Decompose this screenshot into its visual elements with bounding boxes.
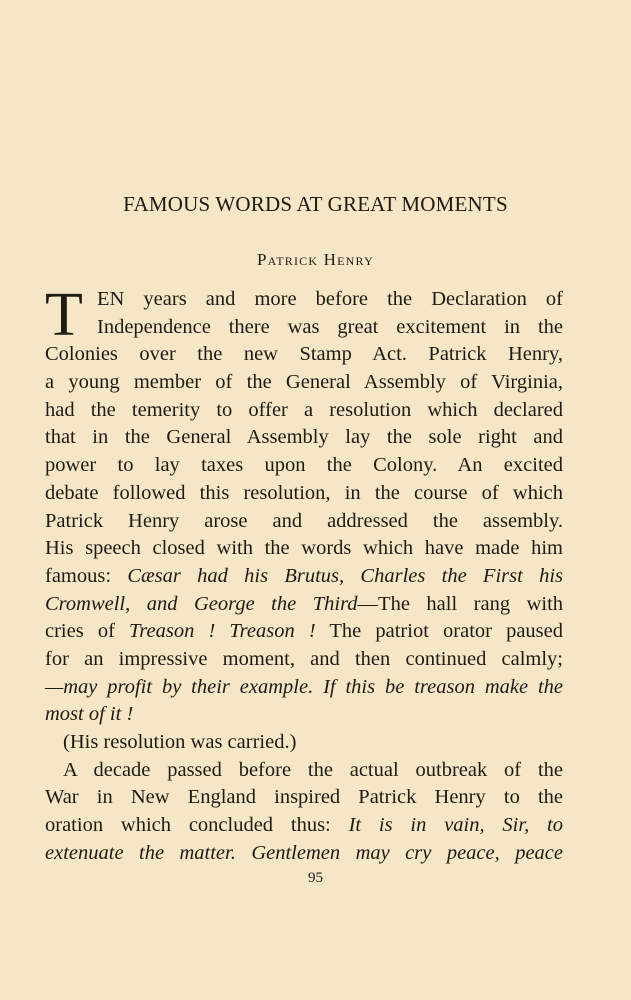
text-line: His speech closed with the words which have made him: [45, 537, 563, 560]
text-line: [45, 674, 563, 702]
text-line: [45, 563, 563, 591]
text-line: (His resolution was carried.): [63, 731, 297, 753]
text-line: Independence there was great excitement in the: [97, 315, 563, 338]
section-title: Patrick Henry: [257, 250, 374, 269]
text-run: oration which concluded thus:: [45, 814, 349, 837]
text-line: power to lay taxes upon the Colony. An excited: [45, 454, 563, 477]
text-line: [45, 701, 563, 729]
text-line: [45, 812, 563, 840]
page-number: 95: [308, 870, 323, 886]
text-line: EN years and more before the Declaration of: [97, 288, 563, 310]
body-text: [45, 281, 564, 867]
text-line: [45, 591, 563, 619]
italic-quote: —may profit by their example. If this be treason make the: [45, 675, 563, 698]
text-line: Colonies over the new Stamp Act. Patrick Henry,: [45, 343, 563, 366]
text-line: [45, 840, 563, 868]
italic-quote: extenuate the matter. Gentlemen may cry peace, peace: [45, 841, 563, 864]
italic-quote: Treason ! Treason !: [129, 620, 316, 643]
text-line: had the temerity to offer a resolution which declared: [45, 398, 563, 421]
text-line: that in the General Assembly lay the sole right and: [45, 426, 563, 449]
text-line: A decade passed before the actual outbreak of the: [63, 758, 563, 781]
text-line: a young member of the General Assembly of Virginia,: [45, 371, 563, 394]
text-run: cries of: [45, 620, 130, 643]
italic-quote: Cromwell, and George the Third: [45, 592, 358, 615]
drop-cap: T: [45, 281, 83, 349]
text-line: War in New England inspired Patrick Henry to the: [45, 786, 563, 809]
italic-quote: It is in vain, Sir, to: [348, 814, 563, 837]
text-line: for an impressive moment, and then continued calmly;: [45, 647, 563, 670]
text-run: famous:: [45, 564, 128, 587]
chapter-title: FAMOUS WORDS AT GREAT MOMENTS: [123, 192, 508, 216]
italic-quote: most of it !: [45, 703, 134, 726]
text-run: —The hall rang with: [357, 592, 564, 615]
text-line: Patrick Henry arose and addressed the assembly.: [45, 509, 563, 532]
text-line: debate followed this resolution, in the course of which: [45, 481, 563, 504]
text-run: The patriot orator paused: [315, 620, 564, 643]
italic-quote: Cæsar had his Brutus, Charles the First his: [127, 564, 563, 587]
text-line: [45, 618, 563, 646]
